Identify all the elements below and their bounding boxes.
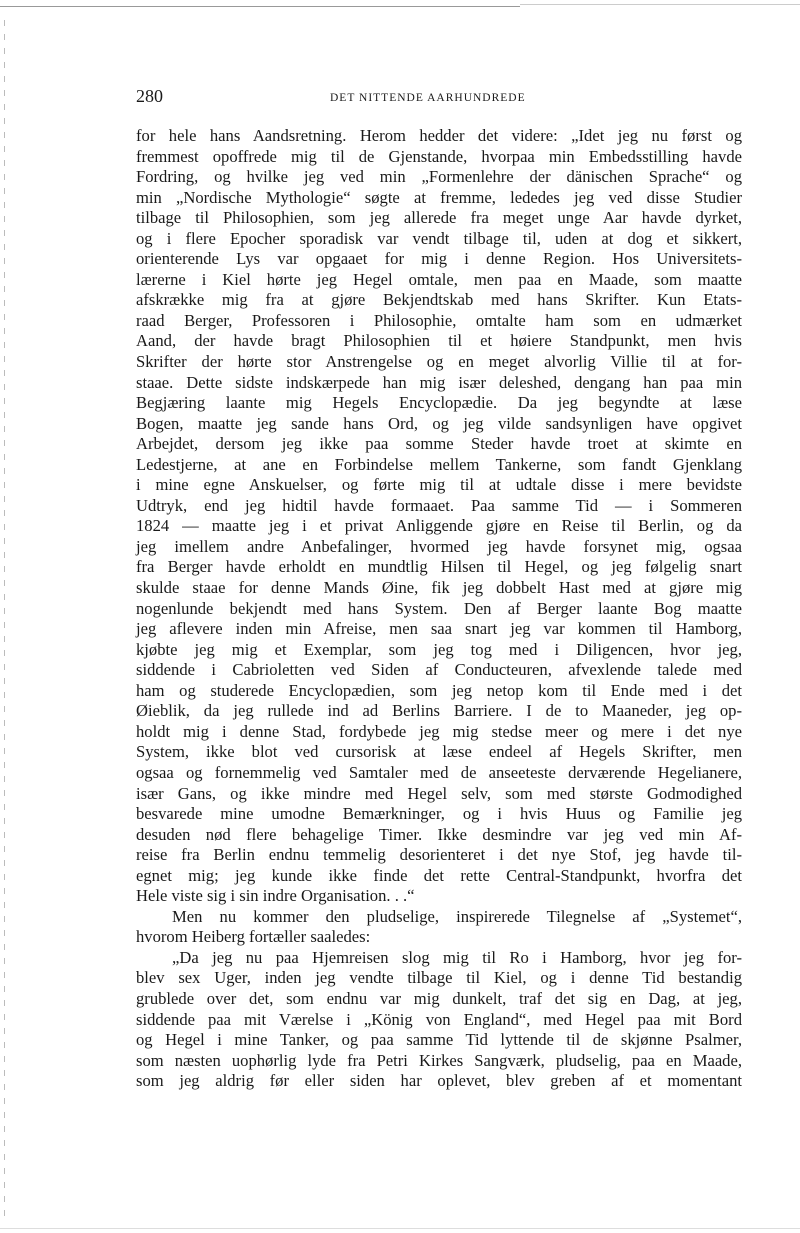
scan-edge-top xyxy=(0,6,520,7)
text-line: Udtryk, end jeg hidtil havde formaaet. Paa samme Tid — i Sommeren xyxy=(136,495,742,515)
page-number: 280 xyxy=(136,86,163,106)
text-line: som jeg aldrig før eller siden har oplevet, blev greben af et momentant xyxy=(136,1071,742,1091)
text-line: ogsaa og fornemmelig ved Samtaler med de anseeteste derværende Hegelianere, xyxy=(136,762,742,782)
text-line: og Hegel i mine Tanker, og paa samme Tid lyttende til de skjønne Psalmer, xyxy=(136,1030,742,1050)
text-line: kjøbte jeg mig et Exemplar, som jeg tog med i Diligencen, hvor jeg, xyxy=(136,639,742,659)
text-line: jeg imellem andre Anbefalinger, hvormed jeg havde forsynet mig, ogsaa xyxy=(136,536,742,556)
text-line: tilbage til Philosophien, som jeg allerede fra meget unge Aar havde dyrket, xyxy=(136,208,742,228)
text-line: Fordring, og hvilke jeg ved min „Formenlehre der dänischen Sprache“ og xyxy=(136,167,742,187)
text-line: Skrifter der hørte stor Anstrengelse og en meget alvorlig Villie til at for- xyxy=(136,352,742,372)
scan-edge-bottom xyxy=(0,1228,800,1229)
text-line: Men nu kommer den pludselige, inspirerede Tilegnelse af „Systemet“, xyxy=(172,906,742,926)
text-line: og i flere Epocher sporadisk var vendt tilbage til, uden at dog et sikkert, xyxy=(136,228,742,248)
text-line: afskrække mig fra at gjøre Bekjendtskab med hans Skrifter. Kun Etats- xyxy=(136,290,742,310)
text-line: siddende i Cabrioletten ved Siden af Conducteuren, afvexlende talede med xyxy=(136,660,742,680)
text-line: System, ikke blot ved cursorisk at læse endeel af Hegels Skrifter, men xyxy=(136,742,742,762)
text-line: staae. Dette sidste indskærpede han mig især deleshed, dengang han paa min xyxy=(136,372,742,392)
text-line: ham og studerede Encyclopædien, som jeg netop kom til Ende med i det xyxy=(136,680,742,700)
text-line: orienterende Lys var opgaaet for mig i denne Region. Hos Universitets- xyxy=(136,249,742,269)
text-line: min „Nordische Mythologie“ søgte at fremme, lededes jeg ved disse Studier xyxy=(136,187,742,207)
text-line: skulde staae for denne Mands Øine, fik jeg dobbelt Hast med at gjøre mig xyxy=(136,578,742,598)
text-line: hvorom Heiberg fortæller saaledes: xyxy=(136,927,371,947)
text-line: i mine egne Anskuelser, og førte mig til at udtale disse i mere bevidste xyxy=(136,475,742,495)
text-line: som næsten uophørlig lyde fra Petri Kirkes Sangværk, pludselig, paa en Maade, xyxy=(136,1050,742,1070)
text-line: Ledestjerne, at ane en Forbindelse mellem Tankerne, som fandt Gjenklang xyxy=(136,454,742,474)
text-line: Øieblik, da jeg rullede ind ad Berlins Barriere. I de to Maaneder, jeg op- xyxy=(136,701,742,721)
text-line: reise fra Berlin endnu temmelig desorienteret i det nye Stof, jeg havde til- xyxy=(136,845,742,865)
text-line: Begjæring laante mig Hegels Encyclopædie. Da jeg begyndte at læse xyxy=(136,393,742,413)
text-line: Arbejdet, dersom jeg ikke paa somme Steder havde troet at skimte en xyxy=(136,434,742,454)
text-line: Hele viste sig i sin indre Organisation. . .“ xyxy=(136,886,415,906)
text-line: Aand, der havde bragt Philosophien til et høiere Standpunkt, men hvis xyxy=(136,331,742,351)
text-line: fremmest opoffrede mig til de Gjenstande, hvorpaa min Embedsstilling havde xyxy=(136,146,742,166)
body-text xyxy=(136,126,742,1092)
text-line: især Gans, og ikke mindre med Hegel selv, som med største Godmodighed xyxy=(136,783,742,803)
scan-edge-top-faint xyxy=(520,4,800,5)
text-line: egnet mig; jeg kunde ikke finde det rette Central-Standpunkt, hvorfra det xyxy=(136,865,742,885)
text-line: holdt mig i denne Stad, fordybede jeg mig stedse meer og mere i det nye xyxy=(136,721,742,741)
running-head: DET NITTENDE AARHUNDREDE xyxy=(330,92,526,104)
text-line: besvarede mine umodne Bemærkninger, og i hvis Huus og Familie jeg xyxy=(136,804,742,824)
text-line: blev sex Uger, inden jeg vendte tilbage til Kiel, og i denne Tid bestandig xyxy=(136,968,742,988)
text-line: raad Berger, Professoren i Philosophie, omtalte ham som en udmærket xyxy=(136,310,742,330)
text-line: jeg aflevere inden min Afreise, men saa snart jeg var kommen til Hamborg, xyxy=(136,619,742,639)
text-line: nogenlunde bekjendt med hans System. Den af Berger laante Bog maatte xyxy=(136,598,742,618)
text-line: 1824 — maatte jeg i et privat Anliggende gjøre en Reise til Berlin, og da xyxy=(136,516,742,536)
text-line: fra Berger havde erholdt en mundtlig Hilsen til Hegel, og jeg følgelig snart xyxy=(136,557,742,577)
text-line: for hele hans Aandsretning. Herom hedder det videre: „Idet jeg nu først og xyxy=(136,126,742,145)
text-line: Bogen, maatte jeg sande hans Ord, og jeg vilde sandsynligen have opgivet xyxy=(136,413,742,433)
scan-edge-left xyxy=(4,20,5,1220)
text-line: desuden nød flere behagelige Timer. Ikke desmindre var jeg ved min Af- xyxy=(136,824,742,844)
text-line: grublede over det, som endnu var mig dunkelt, traf det sig en Dag, at jeg, xyxy=(136,988,742,1008)
text-line: siddende paa mit Værelse i „König von England“, med Hegel paa mit Bord xyxy=(136,1009,742,1029)
text-line: lærerne i Kiel hørte jeg Hegel omtale, men paa en Maade, som maatte xyxy=(136,269,742,289)
text-line: „Da jeg nu paa Hjemreisen slog mig til Ro i Hamborg, hvor jeg for- xyxy=(172,947,742,967)
